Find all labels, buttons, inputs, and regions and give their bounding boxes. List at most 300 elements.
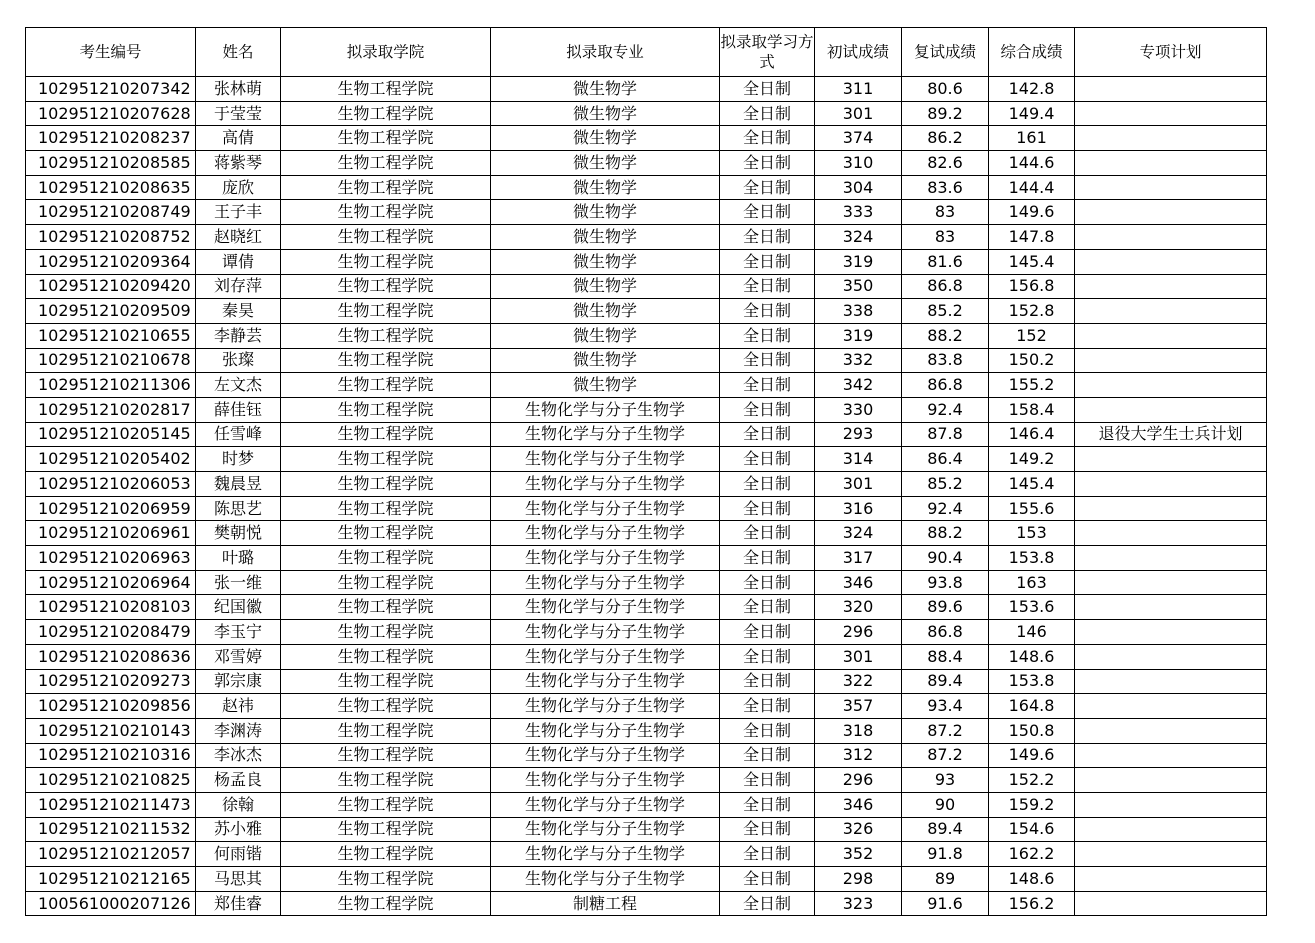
table-row [26,200,1267,225]
cell-total-score: 153.6 [989,595,1075,620]
cell-retest-score: 87.8 [902,422,989,447]
cell-exam-id: 102951210212057 [26,842,196,867]
cell-study-mode: 全日制 [720,521,815,546]
cell-special-plan [1075,891,1267,916]
cell-major: 生物化学与分子生物学 [491,422,720,447]
cell-major: 微生物学 [491,101,720,126]
cell-special-plan [1075,472,1267,497]
table-row [26,175,1267,200]
cell-special-plan [1075,842,1267,867]
cell-total-score: 156.2 [989,891,1075,916]
cell-study-mode: 全日制 [720,768,815,793]
table-row [26,694,1267,719]
cell-special-plan [1075,644,1267,669]
cell-name: 郑佳睿 [196,891,281,916]
cell-name: 何雨锴 [196,842,281,867]
cell-initial-score: 350 [815,274,902,299]
cell-major: 微生物学 [491,126,720,151]
cell-name: 郭宗康 [196,669,281,694]
table-body [26,77,1267,916]
cell-college: 生物工程学院 [281,373,491,398]
cell-college: 生物工程学院 [281,101,491,126]
cell-study-mode: 全日制 [720,299,815,324]
cell-special-plan [1075,768,1267,793]
cell-name: 李冰杰 [196,743,281,768]
cell-total-score: 153 [989,521,1075,546]
cell-study-mode: 全日制 [720,175,815,200]
cell-name: 魏晨昱 [196,472,281,497]
cell-major: 生物化学与分子生物学 [491,521,720,546]
cell-name: 李玉宁 [196,620,281,645]
cell-major: 生物化学与分子生物学 [491,496,720,521]
cell-total-score: 153.8 [989,546,1075,571]
cell-initial-score: 326 [815,817,902,842]
cell-initial-score: 318 [815,718,902,743]
cell-exam-id: 102951210210825 [26,768,196,793]
cell-total-score: 147.8 [989,225,1075,250]
cell-retest-score: 91.8 [902,842,989,867]
table-row [26,521,1267,546]
cell-major: 微生物学 [491,373,720,398]
table-row [26,595,1267,620]
cell-major: 生物化学与分子生物学 [491,718,720,743]
cell-name: 樊朝悦 [196,521,281,546]
table-header-row [26,28,1267,77]
table-row [26,299,1267,324]
cell-exam-id: 102951210210143 [26,718,196,743]
cell-retest-score: 80.6 [902,77,989,102]
cell-name: 徐翰 [196,792,281,817]
cell-exam-id: 100561000207126 [26,891,196,916]
cell-study-mode: 全日制 [720,496,815,521]
cell-initial-score: 320 [815,595,902,620]
cell-college: 生物工程学院 [281,249,491,274]
cell-major: 生物化学与分子生物学 [491,743,720,768]
cell-name: 苏小雅 [196,817,281,842]
cell-name: 陈思艺 [196,496,281,521]
cell-initial-score: 352 [815,842,902,867]
cell-college: 生物工程学院 [281,546,491,571]
cell-total-score: 156.8 [989,274,1075,299]
cell-exam-id: 102951210211306 [26,373,196,398]
cell-initial-score: 374 [815,126,902,151]
cell-retest-score: 89.2 [902,101,989,126]
cell-exam-id: 102951210212165 [26,867,196,892]
cell-study-mode: 全日制 [720,225,815,250]
cell-initial-score: 322 [815,669,902,694]
cell-exam-id: 102951210211473 [26,792,196,817]
cell-exam-id: 102951210208749 [26,200,196,225]
cell-college: 生物工程学院 [281,77,491,102]
cell-special-plan [1075,200,1267,225]
cell-retest-score: 85.2 [902,472,989,497]
cell-retest-score: 86.2 [902,126,989,151]
cell-initial-score: 319 [815,249,902,274]
cell-special-plan [1075,743,1267,768]
cell-study-mode: 全日制 [720,867,815,892]
cell-special-plan [1075,595,1267,620]
cell-exam-id: 102951210208585 [26,151,196,176]
cell-exam-id: 102951210210655 [26,323,196,348]
cell-major: 生物化学与分子生物学 [491,546,720,571]
header-retest-score: 复试成绩 [902,28,989,77]
cell-name: 秦昊 [196,299,281,324]
header-total-score: 综合成绩 [989,28,1075,77]
table-row [26,496,1267,521]
cell-college: 生物工程学院 [281,323,491,348]
cell-name: 刘存萍 [196,274,281,299]
cell-initial-score: 301 [815,644,902,669]
table-row [26,768,1267,793]
cell-initial-score: 296 [815,620,902,645]
admission-table [25,27,1267,916]
table-row [26,422,1267,447]
cell-total-score: 153.8 [989,669,1075,694]
cell-major: 生物化学与分子生物学 [491,447,720,472]
cell-college: 生物工程学院 [281,151,491,176]
cell-college: 生物工程学院 [281,397,491,422]
cell-major: 生物化学与分子生物学 [491,595,720,620]
cell-study-mode: 全日制 [720,373,815,398]
cell-special-plan [1075,521,1267,546]
cell-name: 叶璐 [196,546,281,571]
cell-exam-id: 102951210208103 [26,595,196,620]
cell-total-score: 144.4 [989,175,1075,200]
cell-major: 微生物学 [491,225,720,250]
cell-special-plan [1075,397,1267,422]
cell-special-plan: 退役大学生士兵计划 [1075,422,1267,447]
cell-name: 蒋紫琴 [196,151,281,176]
cell-name: 谭倩 [196,249,281,274]
cell-study-mode: 全日制 [720,817,815,842]
cell-total-score: 152 [989,323,1075,348]
cell-name: 左文杰 [196,373,281,398]
cell-special-plan [1075,274,1267,299]
cell-study-mode: 全日制 [720,422,815,447]
cell-initial-score: 301 [815,472,902,497]
cell-college: 生物工程学院 [281,891,491,916]
cell-special-plan [1075,126,1267,151]
cell-special-plan [1075,817,1267,842]
table-row [26,126,1267,151]
cell-retest-score: 87.2 [902,718,989,743]
cell-major: 微生物学 [491,299,720,324]
cell-initial-score: 324 [815,521,902,546]
cell-retest-score: 93.4 [902,694,989,719]
cell-retest-score: 92.4 [902,397,989,422]
cell-retest-score: 93 [902,768,989,793]
cell-special-plan [1075,175,1267,200]
cell-study-mode: 全日制 [720,77,815,102]
cell-total-score: 152.8 [989,299,1075,324]
cell-exam-id: 102951210207342 [26,77,196,102]
table-row [26,669,1267,694]
cell-retest-score: 90.4 [902,546,989,571]
cell-initial-score: 317 [815,546,902,571]
cell-special-plan [1075,249,1267,274]
cell-retest-score: 89.6 [902,595,989,620]
cell-initial-score: 301 [815,101,902,126]
cell-major: 生物化学与分子生物学 [491,620,720,645]
cell-exam-id: 102951210206963 [26,546,196,571]
cell-retest-score: 81.6 [902,249,989,274]
cell-retest-score: 88.4 [902,644,989,669]
cell-name: 邓雪婷 [196,644,281,669]
table-row [26,817,1267,842]
table-row [26,644,1267,669]
cell-name: 马思其 [196,867,281,892]
cell-study-mode: 全日制 [720,546,815,571]
cell-total-score: 146 [989,620,1075,645]
cell-exam-id: 102951210208479 [26,620,196,645]
cell-name: 纪国徽 [196,595,281,620]
cell-special-plan [1075,792,1267,817]
table-row [26,792,1267,817]
cell-special-plan [1075,225,1267,250]
cell-initial-score: 324 [815,225,902,250]
table-row [26,225,1267,250]
cell-study-mode: 全日制 [720,891,815,916]
cell-study-mode: 全日制 [720,151,815,176]
cell-special-plan [1075,101,1267,126]
cell-initial-score: 346 [815,792,902,817]
cell-major: 微生物学 [491,274,720,299]
cell-study-mode: 全日制 [720,323,815,348]
cell-exam-id: 102951210209364 [26,249,196,274]
header-major: 拟录取专业 [491,28,720,77]
cell-total-score: 148.6 [989,867,1075,892]
cell-college: 生物工程学院 [281,200,491,225]
cell-special-plan [1075,669,1267,694]
cell-initial-score: 311 [815,77,902,102]
cell-special-plan [1075,373,1267,398]
cell-major: 生物化学与分子生物学 [491,570,720,595]
cell-initial-score: 296 [815,768,902,793]
cell-initial-score: 342 [815,373,902,398]
cell-initial-score: 357 [815,694,902,719]
cell-total-score: 155.6 [989,496,1075,521]
cell-major: 微生物学 [491,348,720,373]
cell-retest-score: 90 [902,792,989,817]
cell-name: 于莹莹 [196,101,281,126]
cell-study-mode: 全日制 [720,669,815,694]
cell-college: 生物工程学院 [281,126,491,151]
cell-name: 王子丰 [196,200,281,225]
cell-total-score: 150.8 [989,718,1075,743]
cell-retest-score: 88.2 [902,323,989,348]
table-row [26,570,1267,595]
cell-total-score: 154.6 [989,817,1075,842]
cell-total-score: 162.2 [989,842,1075,867]
table-row [26,323,1267,348]
cell-total-score: 149.2 [989,447,1075,472]
cell-special-plan [1075,323,1267,348]
cell-total-score: 150.2 [989,348,1075,373]
header-college: 拟录取学院 [281,28,491,77]
cell-exam-id: 102951210209856 [26,694,196,719]
header-initial-score: 初试成绩 [815,28,902,77]
table-row [26,891,1267,916]
cell-exam-id: 102951210208752 [26,225,196,250]
cell-exam-id: 102951210211532 [26,817,196,842]
cell-special-plan [1075,496,1267,521]
cell-study-mode: 全日制 [720,595,815,620]
cell-retest-score: 86.4 [902,447,989,472]
cell-major: 制糖工程 [491,891,720,916]
cell-study-mode: 全日制 [720,644,815,669]
cell-college: 生物工程学院 [281,570,491,595]
cell-total-score: 145.4 [989,249,1075,274]
cell-exam-id: 102951210209420 [26,274,196,299]
cell-retest-score: 86.8 [902,274,989,299]
cell-college: 生物工程学院 [281,175,491,200]
cell-retest-score: 83.8 [902,348,989,373]
cell-retest-score: 89.4 [902,817,989,842]
cell-major: 微生物学 [491,323,720,348]
cell-college: 生物工程学院 [281,348,491,373]
cell-retest-score: 86.8 [902,373,989,398]
cell-initial-score: 314 [815,447,902,472]
table-row [26,373,1267,398]
table-row [26,546,1267,571]
cell-retest-score: 86.8 [902,620,989,645]
cell-retest-score: 93.8 [902,570,989,595]
cell-retest-score: 89.4 [902,669,989,694]
cell-name: 杨孟良 [196,768,281,793]
cell-total-score: 145.4 [989,472,1075,497]
cell-college: 生物工程学院 [281,472,491,497]
header-name: 姓名 [196,28,281,77]
cell-major: 生物化学与分子生物学 [491,669,720,694]
table-row [26,447,1267,472]
cell-major: 生物化学与分子生物学 [491,644,720,669]
cell-retest-score: 82.6 [902,151,989,176]
cell-college: 生物工程学院 [281,521,491,546]
cell-exam-id: 102951210206959 [26,496,196,521]
cell-study-mode: 全日制 [720,397,815,422]
cell-total-score: 163 [989,570,1075,595]
cell-college: 生物工程学院 [281,817,491,842]
cell-name: 赵晓红 [196,225,281,250]
table-row [26,842,1267,867]
cell-major: 生物化学与分子生物学 [491,817,720,842]
cell-name: 时梦 [196,447,281,472]
cell-name: 薛佳钰 [196,397,281,422]
cell-college: 生物工程学院 [281,644,491,669]
cell-major: 生物化学与分子生物学 [491,397,720,422]
cell-initial-score: 316 [815,496,902,521]
cell-exam-id: 102951210209509 [26,299,196,324]
cell-initial-score: 310 [815,151,902,176]
cell-major: 生物化学与分子生物学 [491,768,720,793]
table-row [26,348,1267,373]
cell-initial-score: 304 [815,175,902,200]
cell-name: 张一维 [196,570,281,595]
cell-special-plan [1075,77,1267,102]
cell-total-score: 149.6 [989,743,1075,768]
cell-major: 微生物学 [491,175,720,200]
cell-total-score: 158.4 [989,397,1075,422]
cell-exam-id: 102951210207628 [26,101,196,126]
cell-major: 生物化学与分子生物学 [491,867,720,892]
cell-major: 生物化学与分子生物学 [491,792,720,817]
table-row [26,151,1267,176]
table-row [26,620,1267,645]
cell-study-mode: 全日制 [720,694,815,719]
cell-college: 生物工程学院 [281,299,491,324]
cell-special-plan [1075,694,1267,719]
cell-college: 生物工程学院 [281,867,491,892]
cell-name: 赵祎 [196,694,281,719]
cell-study-mode: 全日制 [720,570,815,595]
cell-total-score: 164.8 [989,694,1075,719]
cell-special-plan [1075,447,1267,472]
cell-exam-id: 102951210208636 [26,644,196,669]
cell-major: 生物化学与分子生物学 [491,472,720,497]
cell-college: 生物工程学院 [281,422,491,447]
cell-total-score: 161 [989,126,1075,151]
cell-special-plan [1075,546,1267,571]
cell-exam-id: 102951210206961 [26,521,196,546]
cell-name: 张璨 [196,348,281,373]
table-row [26,867,1267,892]
table-row [26,743,1267,768]
cell-college: 生物工程学院 [281,842,491,867]
cell-initial-score: 346 [815,570,902,595]
cell-initial-score: 333 [815,200,902,225]
cell-study-mode: 全日制 [720,126,815,151]
table-row [26,77,1267,102]
table-row [26,472,1267,497]
cell-initial-score: 293 [815,422,902,447]
cell-exam-id: 102951210206964 [26,570,196,595]
cell-exam-id: 102951210208237 [26,126,196,151]
header-study-mode: 拟录取学习方式 [720,28,815,77]
cell-college: 生物工程学院 [281,718,491,743]
cell-special-plan [1075,867,1267,892]
cell-initial-score: 332 [815,348,902,373]
cell-special-plan [1075,299,1267,324]
cell-total-score: 144.6 [989,151,1075,176]
cell-exam-id: 102951210205402 [26,447,196,472]
cell-initial-score: 323 [815,891,902,916]
cell-exam-id: 102951210208635 [26,175,196,200]
cell-major: 生物化学与分子生物学 [491,842,720,867]
table-row [26,718,1267,743]
cell-name: 高倩 [196,126,281,151]
cell-college: 生物工程学院 [281,496,491,521]
cell-total-score: 152.2 [989,768,1075,793]
cell-retest-score: 91.6 [902,891,989,916]
cell-study-mode: 全日制 [720,718,815,743]
cell-total-score: 155.2 [989,373,1075,398]
cell-retest-score: 83 [902,225,989,250]
cell-study-mode: 全日制 [720,348,815,373]
cell-exam-id: 102951210210678 [26,348,196,373]
cell-college: 生物工程学院 [281,274,491,299]
cell-college: 生物工程学院 [281,768,491,793]
cell-special-plan [1075,718,1267,743]
cell-study-mode: 全日制 [720,842,815,867]
cell-retest-score: 88.2 [902,521,989,546]
cell-college: 生物工程学院 [281,620,491,645]
cell-study-mode: 全日制 [720,792,815,817]
cell-college: 生物工程学院 [281,595,491,620]
cell-total-score: 146.4 [989,422,1075,447]
table-row [26,249,1267,274]
cell-retest-score: 83 [902,200,989,225]
cell-major: 微生物学 [491,249,720,274]
